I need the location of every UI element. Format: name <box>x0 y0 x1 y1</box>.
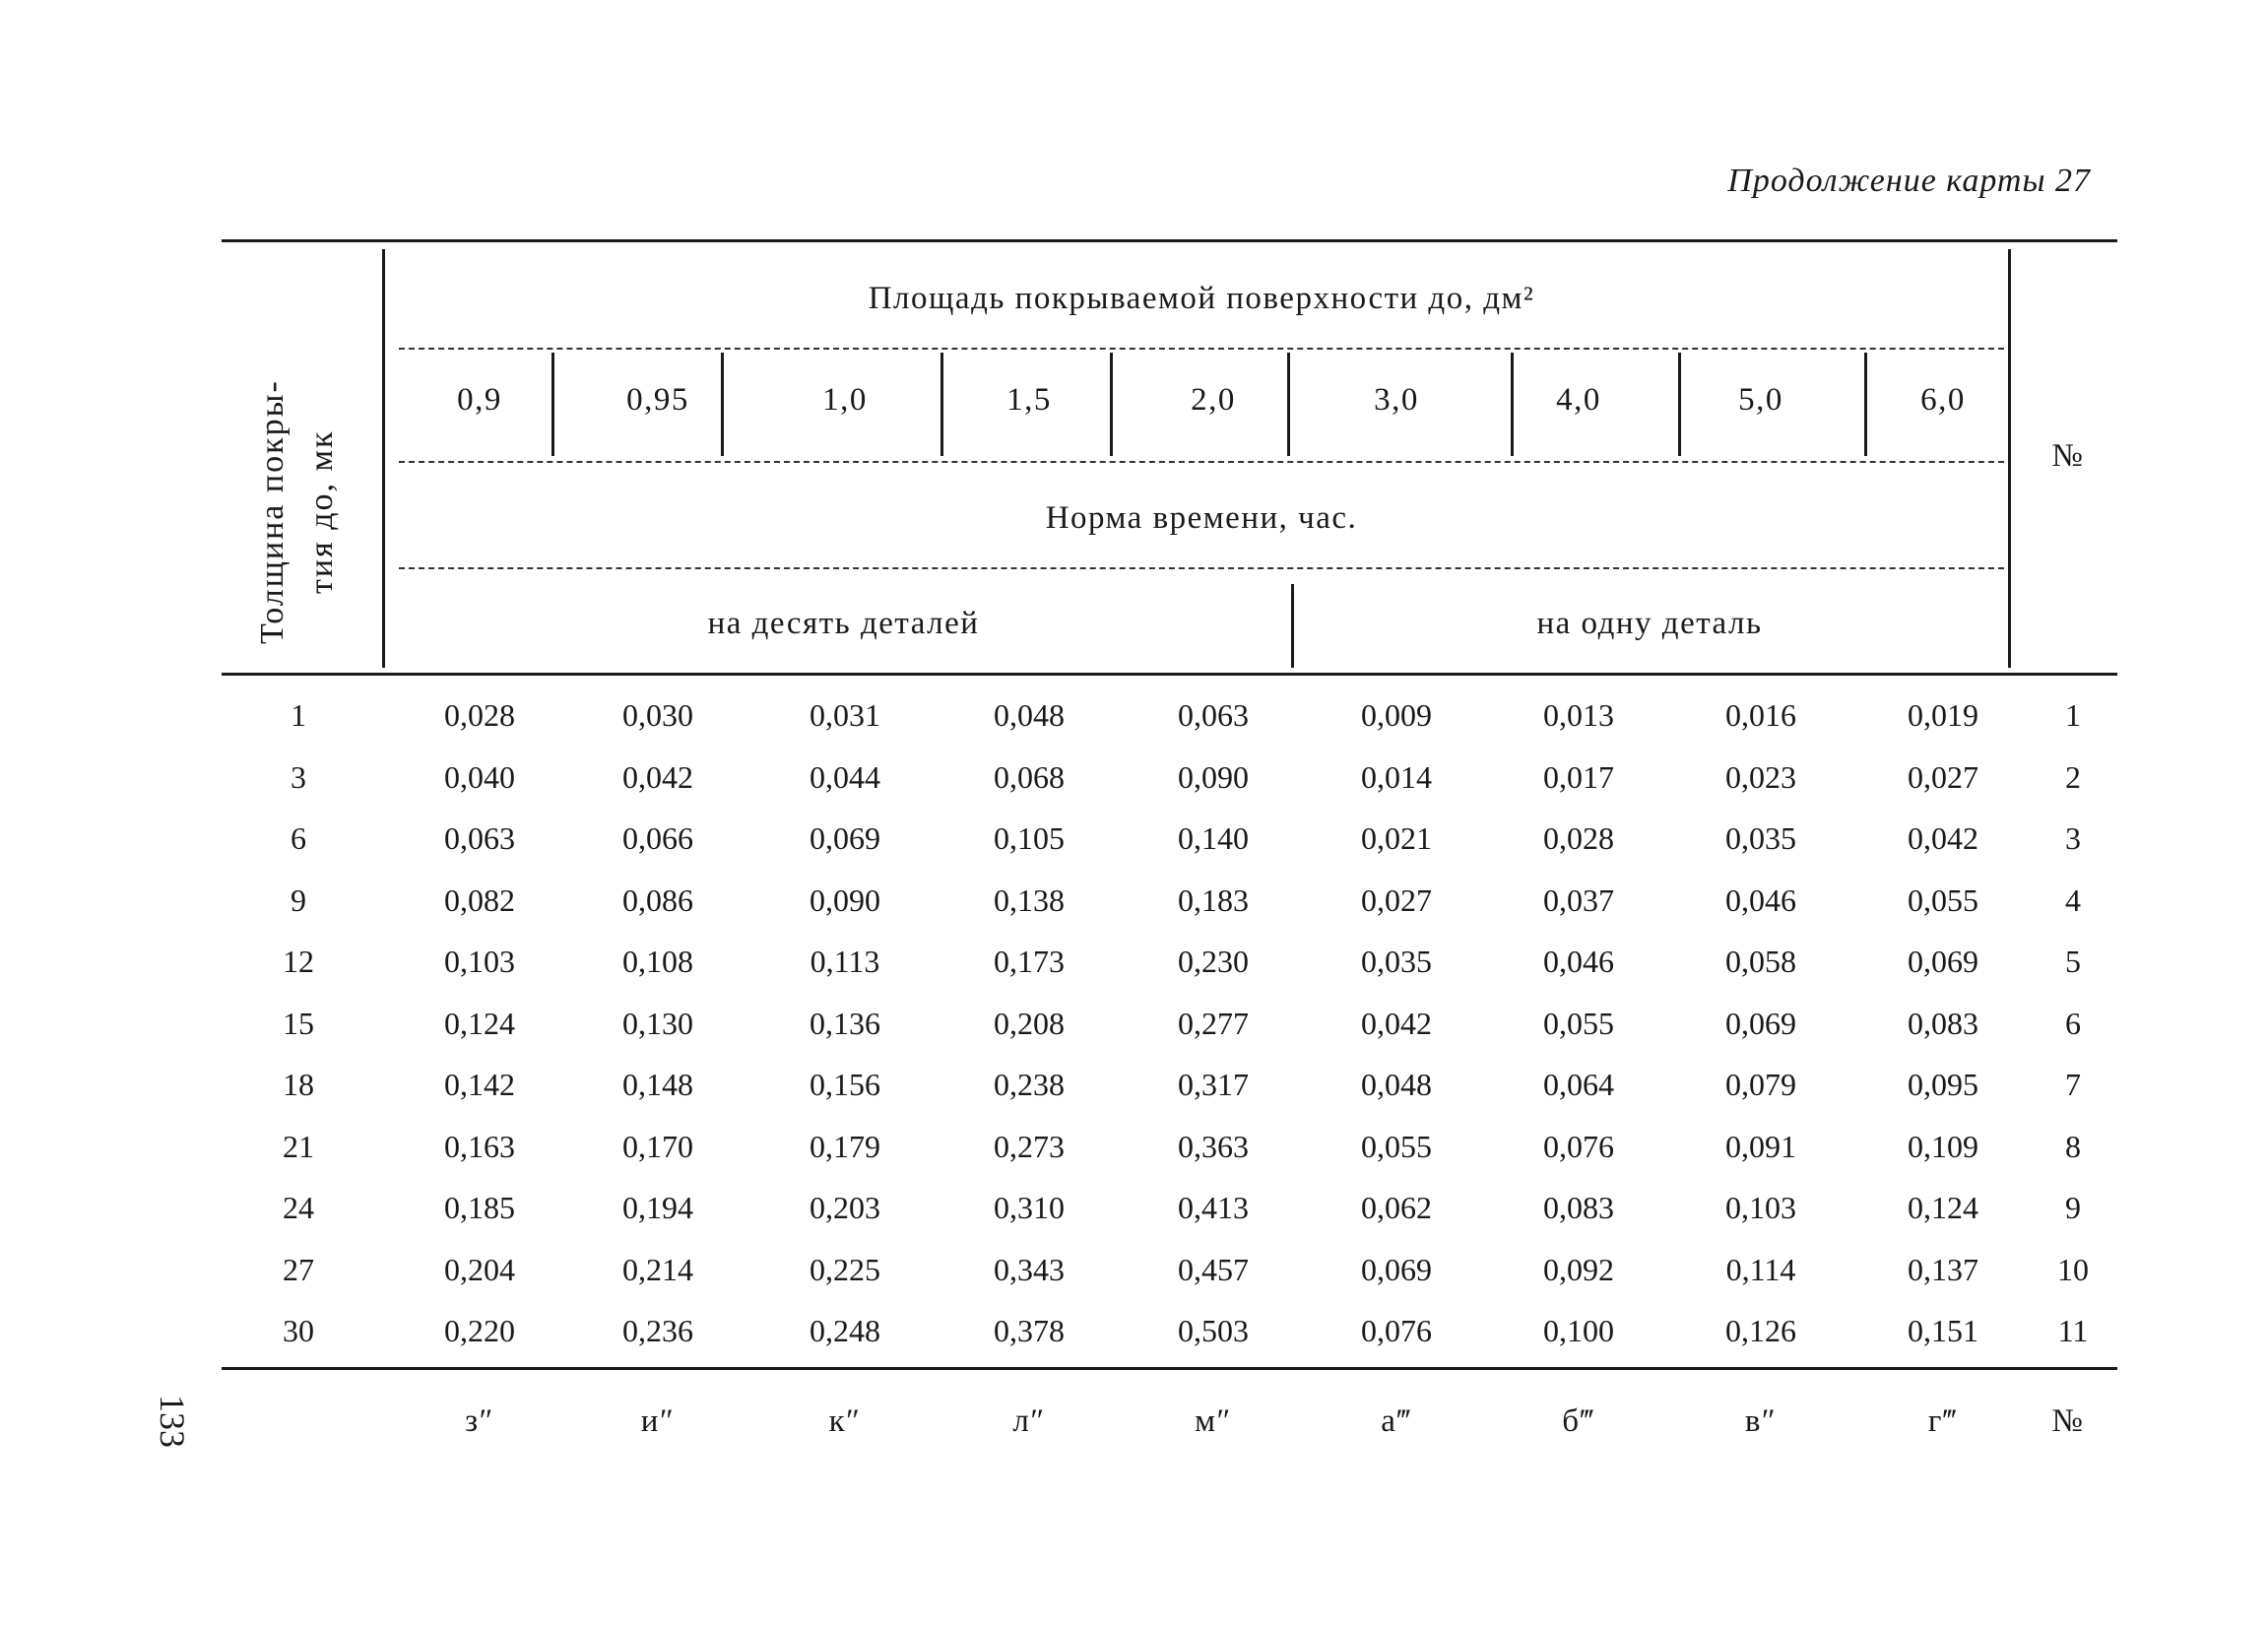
time-norm-cell: 0,148 <box>622 1067 693 1102</box>
time-norm-cell: 0,035 <box>1725 820 1796 856</box>
time-norm-cell: 0,413 <box>1178 1190 1249 1225</box>
time-norm-cell: 0,009 <box>1361 697 1432 733</box>
time-norm-cell: 0,156 <box>810 1067 880 1102</box>
row-number-cell: 11 <box>2057 1313 2089 1348</box>
thickness-cell: 24 <box>283 1190 314 1225</box>
header-no-label: № <box>2051 438 2085 474</box>
group-divider <box>1291 584 1294 668</box>
time-norm-cell: 0,113 <box>810 944 880 979</box>
time-norm-cell: 0,163 <box>444 1128 515 1164</box>
time-norm-cell: 0,086 <box>622 881 693 918</box>
time-norm-cell: 0,317 <box>1178 1067 1249 1102</box>
column-code: з″ <box>465 1403 494 1439</box>
time-norm-cell: 0,076 <box>1361 1313 1432 1348</box>
area-value: 5,0 <box>1738 382 1783 418</box>
time-norm-cell: 0,114 <box>1725 1251 1796 1287</box>
time-norm-cell: 0,090 <box>1178 758 1249 795</box>
time-norm-cell: 0,055 <box>1543 1005 1614 1041</box>
time-norm-cell: 0,225 <box>810 1251 880 1287</box>
area-value: 0,95 <box>626 382 689 418</box>
body-bottom-rule <box>222 1367 2117 1370</box>
time-norm-cell: 0,048 <box>994 697 1065 733</box>
time-norm-cell: 0,069 <box>1361 1251 1432 1287</box>
time-norm-cell: 0,027 <box>1361 881 1432 918</box>
time-norm-cell: 0,063 <box>1178 697 1249 733</box>
time-norm-cell: 0,066 <box>622 820 693 856</box>
time-norm-cell: 0,069 <box>1908 944 1978 979</box>
time-norm-cell: 0,017 <box>1543 758 1614 795</box>
time-norm-cell: 0,179 <box>810 1128 880 1164</box>
area-value: 0,9 <box>457 382 502 418</box>
time-norm-cell: 0,103 <box>1725 1190 1796 1225</box>
area-values-rule <box>399 461 2004 463</box>
thickness-cell: 21 <box>283 1128 314 1164</box>
group-ten-details: на десять деталей <box>707 606 980 641</box>
area-value: 1,5 <box>1006 382 1052 418</box>
time-norm-cell: 0,204 <box>444 1251 515 1287</box>
time-norm-cell: 0,035 <box>1361 944 1432 979</box>
time-norm-cell: 0,142 <box>444 1067 515 1102</box>
time-norm-cell: 0,100 <box>1543 1313 1614 1348</box>
time-norm-cell: 0,108 <box>622 944 693 979</box>
thickness-cell: 3 <box>291 758 306 795</box>
time-norm-cell: 0,030 <box>622 697 693 733</box>
row-number-cell: 10 <box>2057 1251 2089 1287</box>
time-norm-cell: 0,343 <box>994 1251 1065 1287</box>
time-norm-cell: 0,021 <box>1361 820 1432 856</box>
row-number-cell: 8 <box>2065 1128 2081 1164</box>
row-number-cell: 5 <box>2065 944 2081 979</box>
time-norm-cell: 0,130 <box>622 1005 693 1041</box>
thickness-cell: 12 <box>283 944 314 979</box>
time-norm-cell: 0,013 <box>1543 697 1614 733</box>
thickness-cell: 6 <box>291 820 306 856</box>
time-norm-cell: 0,068 <box>994 758 1065 795</box>
time-norm-cell: 0,091 <box>1725 1128 1796 1164</box>
footer-no-label: № <box>2051 1403 2085 1439</box>
row-number-cell: 9 <box>2065 1190 2081 1225</box>
row-number-cell: 3 <box>2065 820 2081 856</box>
time-norm-cell: 0,058 <box>1725 944 1796 979</box>
time-norm-cell: 0,048 <box>1361 1067 1432 1102</box>
time-norm-cell: 0,042 <box>622 758 693 795</box>
time-norm-cell: 0,230 <box>1178 944 1249 979</box>
time-norm-cell: 0,042 <box>1361 1005 1432 1041</box>
time-norm-cell: 0,137 <box>1908 1251 1978 1287</box>
page-number: 133 <box>153 1395 192 1448</box>
time-norm-cell: 0,310 <box>994 1190 1065 1225</box>
row-number-cell: 6 <box>2065 1005 2081 1041</box>
column-code: и″ <box>640 1403 676 1439</box>
top-rule <box>222 239 2117 242</box>
thickness-cell: 30 <box>283 1313 314 1348</box>
time-norm-cell: 0,378 <box>994 1313 1065 1348</box>
group-one-detail: на одну деталь <box>1536 606 1763 641</box>
time-norm-cell: 0,042 <box>1908 820 1978 856</box>
time-norm-cell: 0,277 <box>1178 1005 1249 1041</box>
header-left-rule <box>382 249 385 668</box>
time-norm-cell: 0,069 <box>1725 1005 1796 1041</box>
time-norm-cell: 0,363 <box>1178 1128 1249 1164</box>
time-norm-cell: 0,062 <box>1361 1190 1432 1225</box>
time-norm-cell: 0,046 <box>1725 881 1796 918</box>
time-norm-cell: 0,095 <box>1908 1067 1978 1102</box>
time-norm-cell: 0,063 <box>444 820 515 856</box>
time-norm-cell: 0,185 <box>444 1190 515 1225</box>
time-norm-cell: 0,046 <box>1543 944 1614 979</box>
time-norm-cell: 0,028 <box>444 697 515 733</box>
time-norm-cell: 0,173 <box>994 944 1065 979</box>
row-number-cell: 4 <box>2065 881 2081 918</box>
time-norm-cell: 0,183 <box>1178 881 1249 918</box>
column-code: л″ <box>1012 1403 1046 1439</box>
time-norm-cell: 0,055 <box>1908 881 1978 918</box>
norm-title: Норма времени, час. <box>1045 500 1358 536</box>
time-norm-cell: 0,151 <box>1908 1313 1978 1348</box>
time-norm-cell: 0,019 <box>1908 697 1978 733</box>
area-value: 4,0 <box>1556 382 1601 418</box>
thickness-cell: 9 <box>291 881 306 918</box>
area-value: 2,0 <box>1191 382 1236 418</box>
time-norm-cell: 0,023 <box>1725 758 1796 795</box>
thickness-cell: 27 <box>283 1251 314 1287</box>
time-norm-cell: 0,208 <box>994 1005 1065 1041</box>
time-norm-cell: 0,069 <box>810 820 880 856</box>
time-norm-cell: 0,082 <box>444 881 515 918</box>
time-norm-cell: 0,136 <box>810 1005 880 1041</box>
time-norm-cell: 0,214 <box>622 1251 693 1287</box>
area-divider <box>940 353 943 456</box>
area-value: 1,0 <box>822 382 868 418</box>
time-norm-cell: 0,092 <box>1543 1251 1614 1287</box>
time-norm-cell: 0,014 <box>1361 758 1432 795</box>
time-norm-cell: 0,126 <box>1725 1313 1796 1348</box>
thickness-cell: 18 <box>283 1067 314 1102</box>
column-code: б‴ <box>1562 1403 1595 1439</box>
time-norm-cell: 0,124 <box>1908 1190 1978 1225</box>
column-code: а‴ <box>1381 1403 1412 1439</box>
time-norm-cell: 0,457 <box>1178 1251 1249 1287</box>
area-value: 6,0 <box>1920 382 1966 418</box>
time-norm-cell: 0,044 <box>810 758 880 795</box>
time-norm-cell: 0,083 <box>1543 1190 1614 1225</box>
header-bottom-rule <box>222 673 2117 676</box>
time-norm-cell: 0,238 <box>994 1067 1065 1102</box>
time-norm-cell: 0,055 <box>1361 1128 1432 1164</box>
time-norm-cell: 0,248 <box>810 1313 880 1348</box>
row-number-cell: 2 <box>2065 758 2081 795</box>
area-title: Площадь покрываемой поверхности до, дм² <box>868 281 1535 316</box>
header-right-rule <box>2008 249 2011 668</box>
time-norm-cell: 0,040 <box>444 758 515 795</box>
thickness-cell: 15 <box>283 1005 314 1041</box>
time-norm-cell: 0,138 <box>994 881 1065 918</box>
time-norm-cell: 0,170 <box>622 1128 693 1164</box>
time-norm-cell: 0,194 <box>622 1190 693 1225</box>
time-norm-cell: 0,105 <box>994 820 1065 856</box>
time-norm-cell: 0,203 <box>810 1190 880 1225</box>
area-value: 3,0 <box>1374 382 1419 418</box>
row-number-cell: 7 <box>2065 1067 2081 1102</box>
time-norm-cell: 0,503 <box>1178 1313 1249 1348</box>
time-norm-cell: 0,140 <box>1178 820 1249 856</box>
time-norm-cell: 0,103 <box>444 944 515 979</box>
table-caption: Продолжение карты 27 <box>1727 163 2091 199</box>
time-norm-cell: 0,028 <box>1543 820 1614 856</box>
time-norm-cell: 0,083 <box>1908 1005 1978 1041</box>
column-code: в″ <box>1744 1403 1778 1439</box>
time-norm-cell: 0,031 <box>810 697 880 733</box>
time-norm-cell: 0,079 <box>1725 1067 1796 1102</box>
time-norm-cell: 0,236 <box>622 1313 693 1348</box>
time-norm-cell: 0,027 <box>1908 758 1978 795</box>
row-number-cell: 1 <box>2065 697 2081 733</box>
time-norm-cell: 0,124 <box>444 1005 515 1041</box>
column-code: к″ <box>828 1403 862 1439</box>
time-norm-cell: 0,016 <box>1725 697 1796 733</box>
time-norm-cell: 0,090 <box>810 881 880 918</box>
time-norm-cell: 0,109 <box>1908 1128 1978 1164</box>
time-norm-cell: 0,076 <box>1543 1128 1614 1164</box>
column-code: м″ <box>1195 1403 1232 1439</box>
time-norm-cell: 0,037 <box>1543 881 1614 918</box>
time-norm-cell: 0,220 <box>444 1313 515 1348</box>
area-title-rule <box>399 348 2004 350</box>
thickness-cell: 1 <box>291 697 306 733</box>
column-code: г‴ <box>1927 1403 1959 1439</box>
time-norm-cell: 0,064 <box>1543 1067 1614 1102</box>
thickness-header: Толщина покры-тия до, мк <box>254 379 340 645</box>
norm-title-rule <box>399 567 2004 569</box>
time-norm-cell: 0,273 <box>994 1128 1065 1164</box>
